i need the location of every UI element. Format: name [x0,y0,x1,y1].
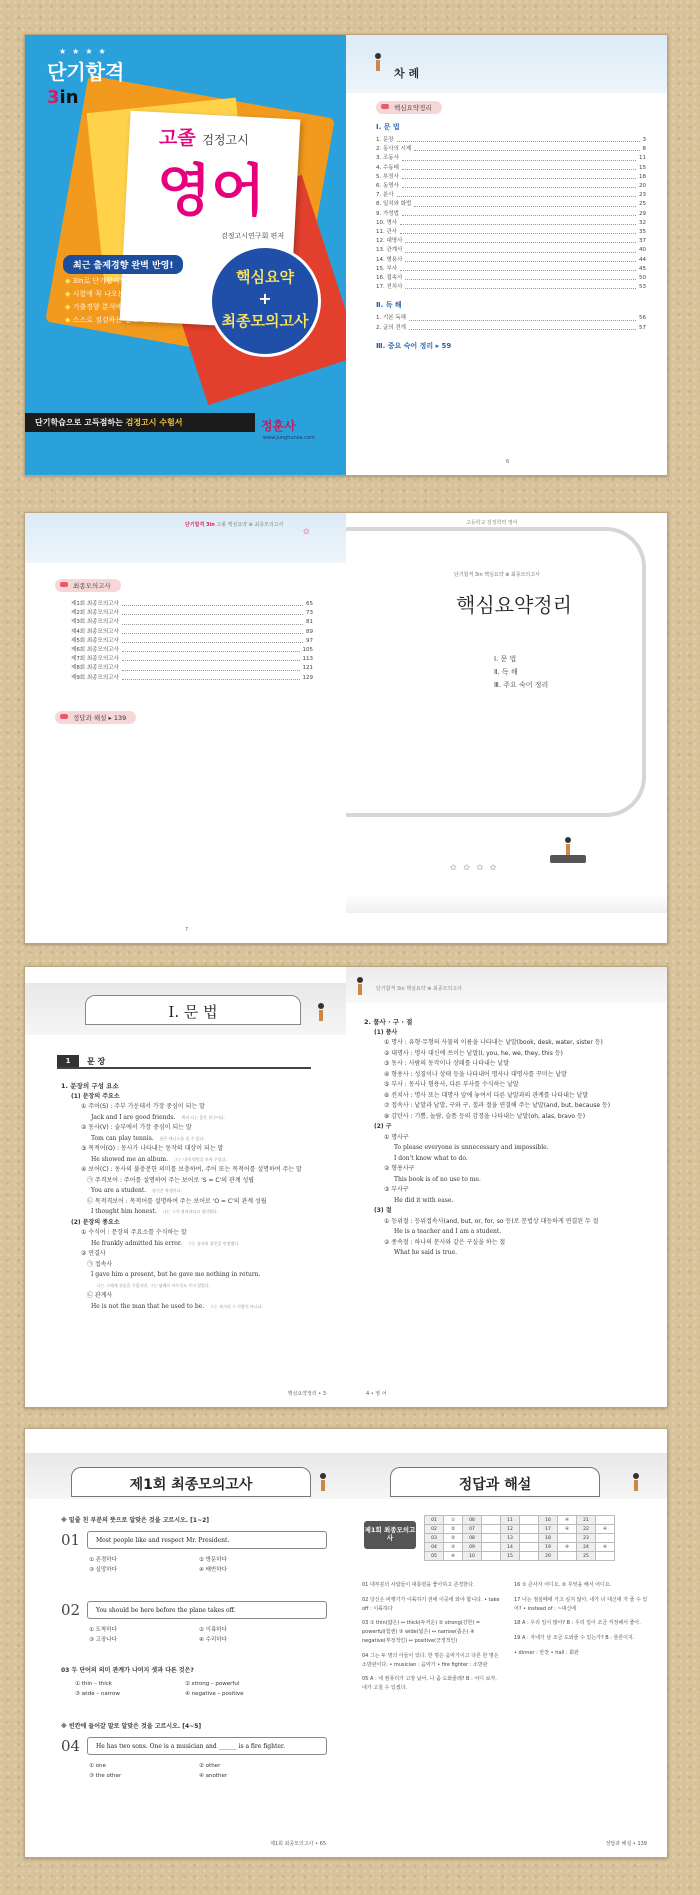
toc-exam-content [55,579,313,724]
answer-row: 03 ② 08 13 18 23 [425,1534,615,1543]
part-list-item: Ⅱ. 독 해 [494,668,518,676]
answers-title: 정답과 해설 [390,1467,600,1497]
grammar-body-right: 2. 품사 · 구 · 절 (1) 품사 ① 명사 : 유형·무형의 사물의 이름을 나타내는 낱말(book, desk, water, sister 등) ② 대명사 : 명사 대신에 쓰이는 낱말(I, you, he, we, they, this 등) ③ 동사 : 사람의 동작이나 상태를 나타내는 낱말 ④ 형용사 : 성질이나 상태 등을 나타내어 명사나 대명사를 꾸미는 낱말 ⑤ 부사 : 동사나 형용사, 다른 부사를 수식하는 낱말 ⑥ 전치사 : 명사 또는 대명사 앞에 놓여서 다른 낱말과의 관계를 나타내는 낱말 ⑦ 접속사 : 낱말과 낱말, 구와 구, 절과 절을 연결해 주는 낱말(and, but, because 등) ⑧ 감탄사 : 기쁨, 놀람, 슬픔 등의 감정을 나타내는 낱말(oh, alas, bravo 등) (2) 구 ① 명사구 To please everyone is unnecessary and impossible. I don't know what to do. ② 형용사구 This book is of no use to me. ③ 부사구 He did it with ease. (3) 절 ① 등위절 : 등위접속사(and, but, or, for, so 등)로 문법상 대등하게 연결된 두 절 He is a teacher and I am a student. ② 종속절 : 하나의 문사와 같은 구실을 하는 절 What he said is true. [364,1018,611,1256]
part-list-item: Ⅰ. 문 법 [494,655,517,663]
cover-title: 영어 [157,158,266,224]
toc-entry: 제6회 최종모의고사 105 [71,647,313,654]
toc-entry: 제8회 최종모의고사 121 [71,665,313,672]
cover-subject: 고졸 검정고시 [159,127,249,149]
flower-icon: ✿ [303,527,312,536]
lesson-bar [57,1055,311,1069]
toc-page [346,35,667,475]
toc-entry: 12. 대명사 37 [376,238,646,245]
explanation-item: 01 대부분의 사람들이 대통령을 좋아하고 존경한다. [362,1582,475,1588]
boy-figure-icon [317,1473,329,1495]
cover-series: 단기합격 [47,60,125,84]
plus-icon: + [258,289,272,308]
grammar-page-right [346,967,667,1407]
exam-badge: 제1회 최종모의고사 [364,1521,416,1549]
page-footer: 핵심요약정리 • 3 [287,1391,326,1397]
grammar-page-left [25,967,346,1407]
stars-icon: ★★★★ [59,47,112,56]
answer-row: 01 ① 06 11 16 ④ 21 [425,1516,615,1525]
cover-slogan: 단기학습으로 고득점하는 검정고시 수험서 [25,413,255,432]
cover-3in-logo: 3in [47,87,79,108]
toc-exam-list [71,600,313,683]
exam-instruction: ※ 빈칸에 들어갈 말로 알맞은 것을 고르시오. [4~5] [61,1723,202,1730]
bench-icon [550,855,586,863]
part-title-page [346,513,667,943]
part-subtitle: 단기합격 3in 핵심요약 ⊕ 최종모의고사 [454,572,540,578]
cover-circle-badge: 핵심요약 + 최종모의고사 [209,245,321,357]
toc-entry: 10. 명사 32 [376,219,646,226]
flower-icon: ✿ ✿ ✿ ✿ [450,863,499,872]
page-number: 7 [185,927,189,933]
chapter-title: Ⅰ. 문 법 [85,995,301,1025]
explanations-right [514,1581,652,1664]
running-head: 단기합격 3in 고졸 핵심요약 ⊕ 최종모의고사 [185,522,284,528]
toc-section-pill: 최종모의고사 [55,579,121,592]
cover-author: 검정고시연구회 편저 [221,232,285,240]
spread-cover-toc [24,34,668,476]
toc-entry: 11. 관사 35 [376,229,646,236]
toc-entry: 제4회 최종모의고사 89 [71,628,313,635]
cover-brand [47,47,124,108]
question-number: 01 [61,1531,81,1549]
cover-feature: ◆ 시험에 꼭 나오는 내용 알기쉽게 정리 [65,288,196,301]
question-box: Most people like and respect Mr. President. [87,1531,327,1549]
grammar-body-left: 1. 문장의 구성 요소 (1) 문장의 주요소 ① 주어(S) : 주부 가운데서 가장 중심이 되는 말 Jack and I are good friends. 잭과 나는 좋은 친구이다. ② 동사(V) : 술부에서 가장 중심이 되는 말 Tom can play tennis. 톰은 테니스를 칠 수 있다. ③ 목적어(O) : 동사가 나타내는 동작의 대상이 되는 말 He showed me an album. 그는 내게 앨범을 보여 주었다. ④ 보어(C) : 동사의 불충분한 의미를 보충하여, 주어 또는 목적어를 설명하여 주는 말 ㉠ 주격보어 : 주어를 설명하여 주는 보어로 'S = C'의 관계 성립 You are a student. 당신은 학생이다. ㉡ 목적격보어 : 목적어를 설명하여 주는 보어로 'O = C'의 관계 성립 I thought him honest. 나는 그가 정직하다고 생각했다. (2) 문장의 종요소 ① 수식어 : 문장의 주요소를 수식하는 말 He frankly admitted his error. 그는 솔직히 잘못을 인정했다. ② 연결사 ㉠ 접속사 I gave him a present, but he gave me nothing in return. 나는 그에게 선물을 주었지만, 그는 답례로 아무것도 주지 않았다. ㉡ 관계사 He is not the man that he used to be. 그는 과거의 그 사람이 아니다. [61,1082,302,1310]
spread-grammar [24,966,668,1408]
toc-entry: 2. 글의 전개 57 [376,324,646,331]
page-number: 6 [506,459,510,465]
question-number: 04 [61,1737,81,1755]
toc-heading: 차 례 [394,67,420,80]
question-options: ① 도착하다 ② 이륙하다 ③ 고장나다 ④ 수리하다 [89,1627,227,1643]
lesson-number: 1 [57,1055,79,1067]
explanation-item: 18 A : 우리 일이 많아? B : 우리 일이 조금 걱정해서 좋아. [514,1620,641,1627]
part-title: 핵심요약정리 [456,593,572,617]
girl-figure-icon [354,977,366,999]
lesson-title: 문 장 [87,1057,106,1066]
question-options: ① thin – thick ② strong – powerful ③ wide – narrow ④ negative – positive [75,1681,244,1697]
explanation-item: 19 A : 자네가 날 조금 도와줄 수 있는가? B : 물론이지. [514,1635,635,1642]
exam-instruction: ※ 밑줄 친 부분의 뜻으로 알맞은 것을 고르시오. [1~2] [61,1517,210,1524]
explanation-item: 02 당신은 비행기가 이륙하기 전에 이곳에 와야 합니다. • take off : 이륙하다 [362,1596,500,1612]
answer-row: 05 ④ 10 15 20 25 [425,1552,615,1561]
toc-entry: 4. 수동태 15 [376,164,646,171]
toc-grammar-title: Ⅰ. 문 법 [376,123,400,131]
publisher-url: www.junghunsa.com [263,435,315,441]
toc-entry: 9. 가정법 29 [376,210,646,217]
explanation-item: • dinner : 만찬 • hall : 회관 [514,1649,579,1656]
girl-figure-icon [630,1473,642,1495]
toc-reading-list [376,314,646,332]
question-number: 02 [61,1601,81,1619]
toc-entry: 5. 부정사 18 [376,173,646,180]
answer-row: 04 ③ 09 14 19 ④ 24 ④ [425,1543,615,1552]
exam-title: 제1회 최종모의고사 [71,1467,311,1497]
answer-row: 02 ② 07 12 17 ④ 22 ④ [425,1525,615,1534]
toc-entry: 16. 접속사 50 [376,275,646,282]
toc-entry: 2. 동사의 시제 8 [376,146,646,153]
page-footer: 정답과 해설 • 139 [605,1841,647,1847]
boy-figure-icon [315,1003,327,1025]
toc-entry: 제3회 최종모의고사 81 [71,619,313,626]
page-footer: 4 • 영 어 [366,1391,387,1397]
cover-feature-list [65,275,196,327]
cover-feature: ◆ 기출경향 분석에 따른 문제해결력 극대화 [65,301,196,314]
toc-entry: 8. 일치와 화법 25 [376,201,646,208]
question-box: You should be here before the plane takes off. [87,1601,327,1619]
toc-idiom-line: Ⅲ. 중요 숙어 정리 ▸ 59 [376,341,452,350]
toc-entry: 7. 분사 23 [376,192,646,199]
answer-grid [424,1515,615,1561]
toc-entry: 15. 부사 45 [376,265,646,272]
question-options: ① 존경하다 ② 방문하다 ③ 실망하다 ④ 배반하다 [89,1557,227,1573]
toc-entry: 제5회 최종모의고사 97 [71,637,313,644]
publisher-logo: 정훈사 [261,419,296,433]
cover-feature: ◆ 스스로 점검하는 셀프 피드백 학습 [65,314,196,327]
part-list [494,653,548,692]
spread-toc-part [24,512,668,944]
toc-section-pill: 핵심요약정리 [376,101,442,114]
toc-entry: 제1회 최종모의고사 65 [71,601,313,607]
toc-entry: 제2회 최종모의고사 73 [71,610,313,617]
question-box: He has two sons. One is a musician and ______ is a fire fighter. [87,1737,327,1755]
spread-exam-answers [24,1428,668,1858]
cover-feature: ◆ 3in로 단기합격으로 이끄는 내비게이션 [65,275,196,288]
explanation-item: 04 그는 두 명의 아들이 있다. 한 명은 음악가이고 다른 한 명은 소방관이다. • musician : 음악가 • fire fighter : 소방관 [362,1652,499,1668]
explanation-item: 03 ① thin(얇은) ↔ thick(두꺼운) ② strong(강한) = powerful(힘센) ③ wide(넓은) ↔ narrow(좁은) ④ negative(부정적인) ↔ positive(긍정적인) [362,1620,481,1644]
toc-entry: 14. 형용사 44 [376,256,646,263]
toc-reading-title: Ⅱ. 독 해 [376,301,402,310]
toc-entry: 1. 문장 3 [376,137,646,143]
toc-entry: 13. 관계사 40 [376,247,646,254]
question-prompt: 03 두 단어의 의미 관계가 나머지 셋과 다른 것은? [61,1667,194,1674]
running-head: 고등학교 검정학력 영어 [466,520,518,526]
exam-page [25,1429,346,1857]
toc-entry: 3. 조동사 11 [376,155,646,162]
explanation-item: 05 A : 네 컴퓨터가 고장 났어. 나 좀 도와줄래? B : 어디 보자. 내가 고칠 수 있겠다. [362,1676,497,1692]
page-footer: 제1회 최종모의고사 • 65 [270,1841,326,1847]
question-options: ① one ② other ③ the other ④ another [89,1763,228,1779]
explanation-item: 16 ① 큰사자 어디요. ② 무엇을 해서 어디요. [514,1582,612,1588]
toc-continued-page [25,513,346,943]
book-cover [25,35,346,475]
toc-entry: 17. 전치사 53 [376,284,646,291]
explanations-left [362,1581,500,1699]
toc-entry: 제7회 최종모의고사 113 [71,656,313,663]
answers-page [346,1429,667,1857]
grass-decoration [346,893,667,913]
toc-content [376,101,646,355]
toc-entry: 1. 기본 독해 56 [376,315,646,322]
girl-figure-icon [372,53,384,75]
toc-grammar-list [376,136,646,292]
toc-entry: 6. 동명사 20 [376,183,646,190]
cover-badge: 최근 출제경향 완벽 반영! [63,255,183,274]
sky-band [346,35,667,93]
running-head: 단기합격 3in 핵심요약 ⊕ 최종모의고사 [376,986,462,992]
toc-entry: 제9회 최종모의고사 129 [71,674,313,681]
part-list-item: Ⅲ. 주요 숙어 정리 [494,681,549,689]
toc-answers-pill: 정답과 해설 ▸ 139 [55,711,136,724]
explanation-item: 17 나는 점심때에 가고 싶지 않아. 내가 너 대신에 가 줄 수 있어? • instead of : ~대신에 [514,1596,648,1612]
